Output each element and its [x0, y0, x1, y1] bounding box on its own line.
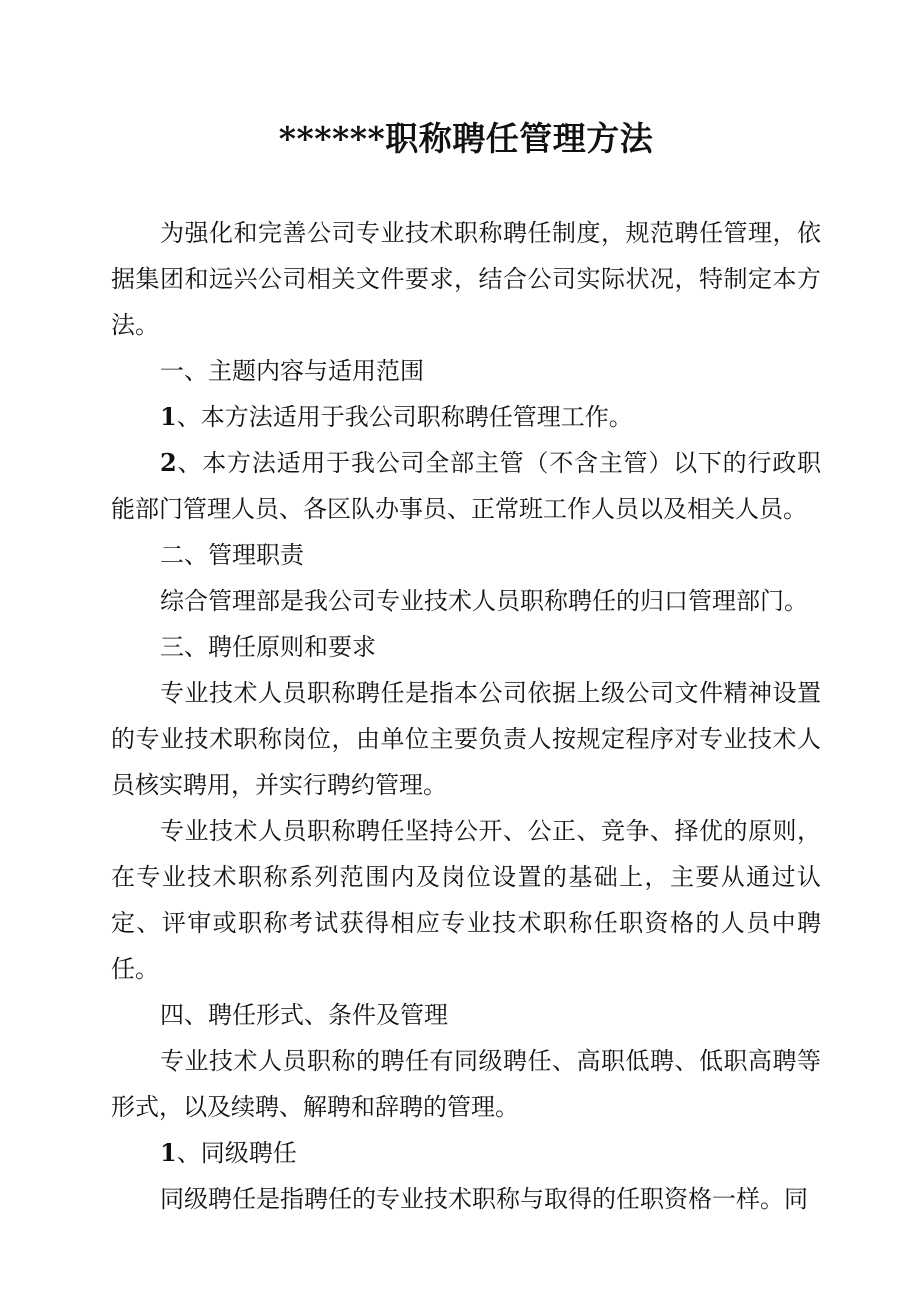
document-title: ******职称聘任管理方法	[278, 119, 654, 158]
paragraph-number: 2	[160, 448, 177, 477]
paragraph-text: 专业技术人员职称聘任是指本公司依据上级公司文件精神设置的专业技术职称岗位，由单位主要负责人按规定程序对专业技术人员核实聘用，并实行聘约管理。	[111, 679, 821, 799]
paragraph-text: 四、聘任形式、条件及管理	[160, 1001, 448, 1029]
paragraph	[111, 210, 821, 348]
paragraph	[111, 808, 821, 992]
paragraph-text: 三、聘任原则和要求	[160, 633, 376, 661]
section-heading	[111, 992, 821, 1038]
paragraph	[111, 578, 821, 624]
paragraph-text: 专业技术人员职称的聘任有同级聘任、高职低聘、低职高聘等形式，以及续聘、解聘和辞聘的管理。	[111, 1047, 821, 1121]
paragraph-text: 、本方法适用于我公司职称聘任管理工作。	[176, 403, 633, 431]
paragraph-text: 同级聘任是指聘任的专业技术职称与取得的任职资格一样。同	[160, 1185, 808, 1213]
paragraph-number: 1	[160, 1138, 177, 1167]
paragraph-text: 专业技术人员职称聘任坚持公开、公正、竞争、择优的原则，在专业技术职称系列范围内及岗位设置的基础上，主要从通过认定、评审或职称考试获得相应专业技术职称任职资格的人员中聘任。	[111, 817, 821, 983]
paragraph-number: 1	[160, 402, 177, 431]
paragraph-text: 二、管理职责	[160, 541, 304, 569]
document-body	[111, 210, 821, 1222]
paragraph-text: 综合管理部是我公司专业技术人员职称聘任的归口管理部门。	[160, 587, 808, 615]
paragraph-text: 、本方法适用于我公司全部主管（不含主管）以下的行政职能部门管理人员、各区队办事员、正常班工作人员以及相关人员。	[111, 449, 821, 523]
paragraph	[111, 1130, 821, 1176]
paragraph	[111, 440, 821, 532]
paragraph-text: 为强化和完善公司专业技术职称聘任制度，规范聘任管理，依据集团和远兴公司相关文件要求，结合公司实际状况，特制定本方法。	[111, 219, 821, 339]
paragraph-text: 一、主题内容与适用范围	[160, 357, 424, 385]
paragraph	[111, 1038, 821, 1130]
paragraph-text: 、同级聘任	[176, 1139, 297, 1167]
paragraph	[111, 670, 821, 808]
section-heading	[111, 624, 821, 670]
paragraph	[111, 1176, 821, 1222]
section-heading	[111, 532, 821, 578]
paragraph	[111, 394, 821, 440]
section-heading	[111, 348, 821, 394]
